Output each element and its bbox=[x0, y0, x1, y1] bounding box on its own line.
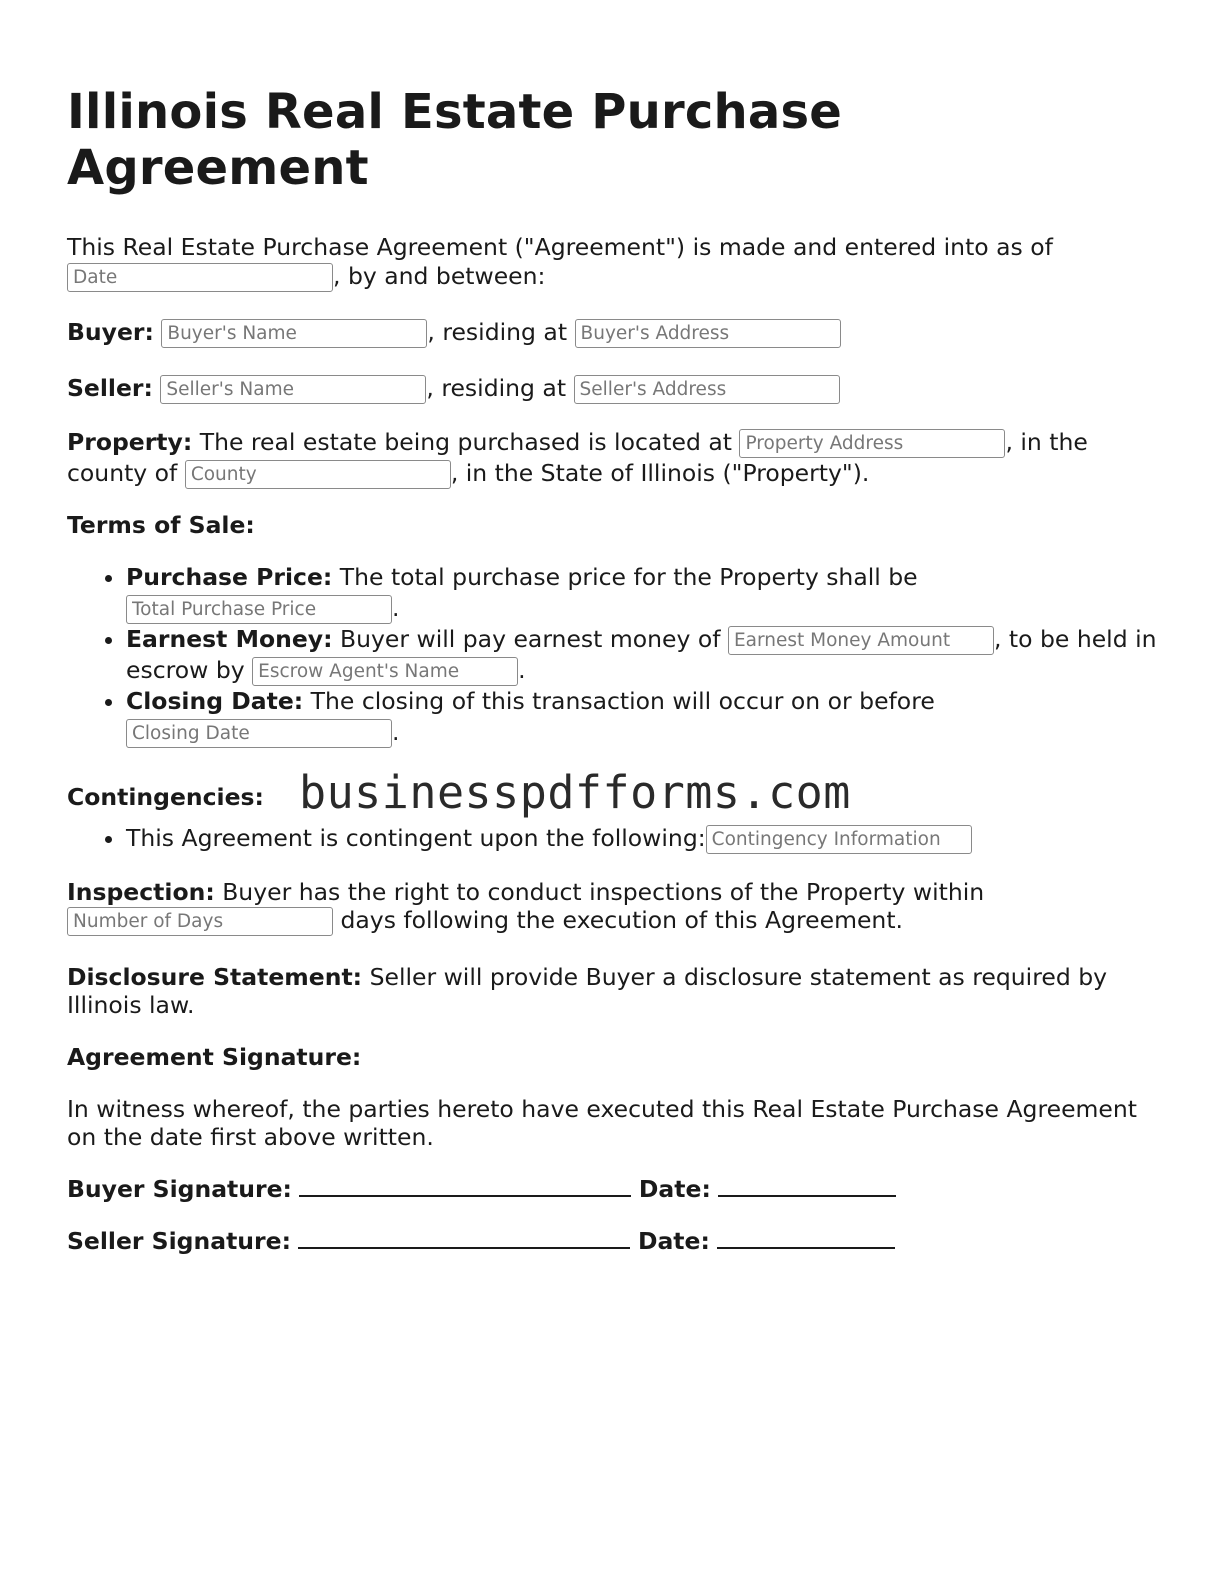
disclosure-paragraph bbox=[67, 963, 1157, 1019]
inspection-text-after: days following the execution of this Agreement. bbox=[333, 906, 904, 934]
closing-date-text: The closing of this transaction will occur on or before bbox=[303, 687, 935, 715]
seller-address-input[interactable] bbox=[574, 375, 840, 404]
intro-text: This Real Estate Purchase Agreement ("Agreement") is made and entered into as of bbox=[67, 233, 1053, 261]
seller-date-line[interactable] bbox=[717, 1229, 895, 1249]
closing-date-end: . bbox=[392, 718, 400, 746]
seller-name-input[interactable] bbox=[160, 375, 426, 404]
county-input[interactable] bbox=[185, 460, 451, 489]
inspection-days-input[interactable] bbox=[67, 907, 333, 936]
intro-text-after: , by and between: bbox=[333, 262, 546, 290]
inspection-text: Buyer has the right to conduct inspections of the Property within bbox=[214, 878, 985, 906]
terms-title: Terms of Sale: bbox=[67, 511, 255, 539]
inspection-paragraph bbox=[67, 878, 1157, 936]
list-item bbox=[126, 562, 1157, 624]
seller-date-label: Date: bbox=[637, 1227, 710, 1255]
list-item bbox=[126, 823, 1157, 854]
earnest-money-end: . bbox=[518, 656, 526, 684]
disclosure-label: Disclosure Statement: bbox=[67, 963, 363, 991]
contingencies-title: Contingencies: bbox=[67, 783, 264, 811]
seller-label: Seller: bbox=[67, 374, 153, 402]
agreement-date-input[interactable] bbox=[67, 263, 333, 292]
closing-date-label: Closing Date: bbox=[126, 687, 304, 715]
contingency-list bbox=[67, 823, 1157, 854]
purchase-price-input[interactable] bbox=[126, 595, 392, 624]
intro-paragraph bbox=[67, 233, 1157, 292]
buyer-signature-label: Buyer Signature: bbox=[67, 1175, 292, 1203]
purchase-price-label: Purchase Price: bbox=[126, 563, 333, 591]
purchase-price-text: The total purchase price for the Property shall be bbox=[332, 563, 918, 591]
buyer-residing-text: , residing at bbox=[427, 318, 568, 346]
terms-list bbox=[67, 562, 1157, 748]
closing-date-input[interactable] bbox=[126, 719, 392, 748]
buyer-label: Buyer: bbox=[67, 318, 154, 346]
property-text-after: , in the State of Illinois ("Property"). bbox=[450, 459, 870, 487]
buyer-date-line[interactable] bbox=[718, 1177, 896, 1197]
buyer-name-input[interactable] bbox=[161, 319, 427, 348]
terms-heading bbox=[67, 511, 1157, 540]
contingencies-heading-row bbox=[67, 766, 1157, 821]
list-item bbox=[126, 624, 1157, 686]
seller-signature-line[interactable] bbox=[298, 1229, 630, 1249]
earnest-money-text-middle: , to be held in escrow by bbox=[126, 625, 1157, 684]
earnest-money-label: Earnest Money: bbox=[126, 625, 333, 653]
property-text: The real estate being purchased is located at bbox=[192, 428, 740, 456]
witness-paragraph: In witness whereof, the parties hereto have executed this Real Estate Purchase Agreement on the date first above written. bbox=[67, 1095, 1137, 1151]
property-text-middle: , in the county of bbox=[67, 428, 1088, 487]
watermark-text: businesspdfforms.com bbox=[299, 766, 851, 819]
page-title: Illinois Real Estate Purchase Agreement bbox=[67, 84, 843, 196]
agreement-document bbox=[67, 84, 1157, 1255]
inspection-label: Inspection: bbox=[67, 878, 215, 906]
buyer-signature-line[interactable] bbox=[299, 1177, 631, 1197]
buyer-row bbox=[67, 317, 1157, 348]
property-paragraph bbox=[67, 427, 1157, 489]
list-item bbox=[126, 686, 1157, 748]
seller-residing-text: , residing at bbox=[426, 374, 567, 402]
buyer-signature-row bbox=[67, 1175, 1157, 1203]
signature-heading bbox=[67, 1043, 1157, 1072]
earnest-money-text: Buyer will pay earnest money of bbox=[332, 625, 728, 653]
seller-row bbox=[67, 373, 1157, 404]
disclosure-text: Seller will provide Buyer a disclosure statement as required by Illinois law. bbox=[67, 963, 1108, 1019]
signature-title: Agreement Signature: bbox=[67, 1043, 362, 1071]
earnest-money-input[interactable] bbox=[728, 626, 994, 655]
seller-signature-row bbox=[67, 1227, 1157, 1255]
contingency-input[interactable] bbox=[706, 825, 972, 854]
contingency-text: This Agreement is contingent upon the following: bbox=[126, 824, 706, 852]
property-label: Property: bbox=[67, 428, 193, 456]
buyer-date-label: Date: bbox=[638, 1175, 711, 1203]
purchase-price-end: . bbox=[392, 594, 400, 622]
escrow-agent-input[interactable] bbox=[252, 657, 518, 686]
property-address-input[interactable] bbox=[739, 429, 1005, 458]
seller-signature-label: Seller Signature: bbox=[67, 1227, 291, 1255]
buyer-address-input[interactable] bbox=[575, 319, 841, 348]
